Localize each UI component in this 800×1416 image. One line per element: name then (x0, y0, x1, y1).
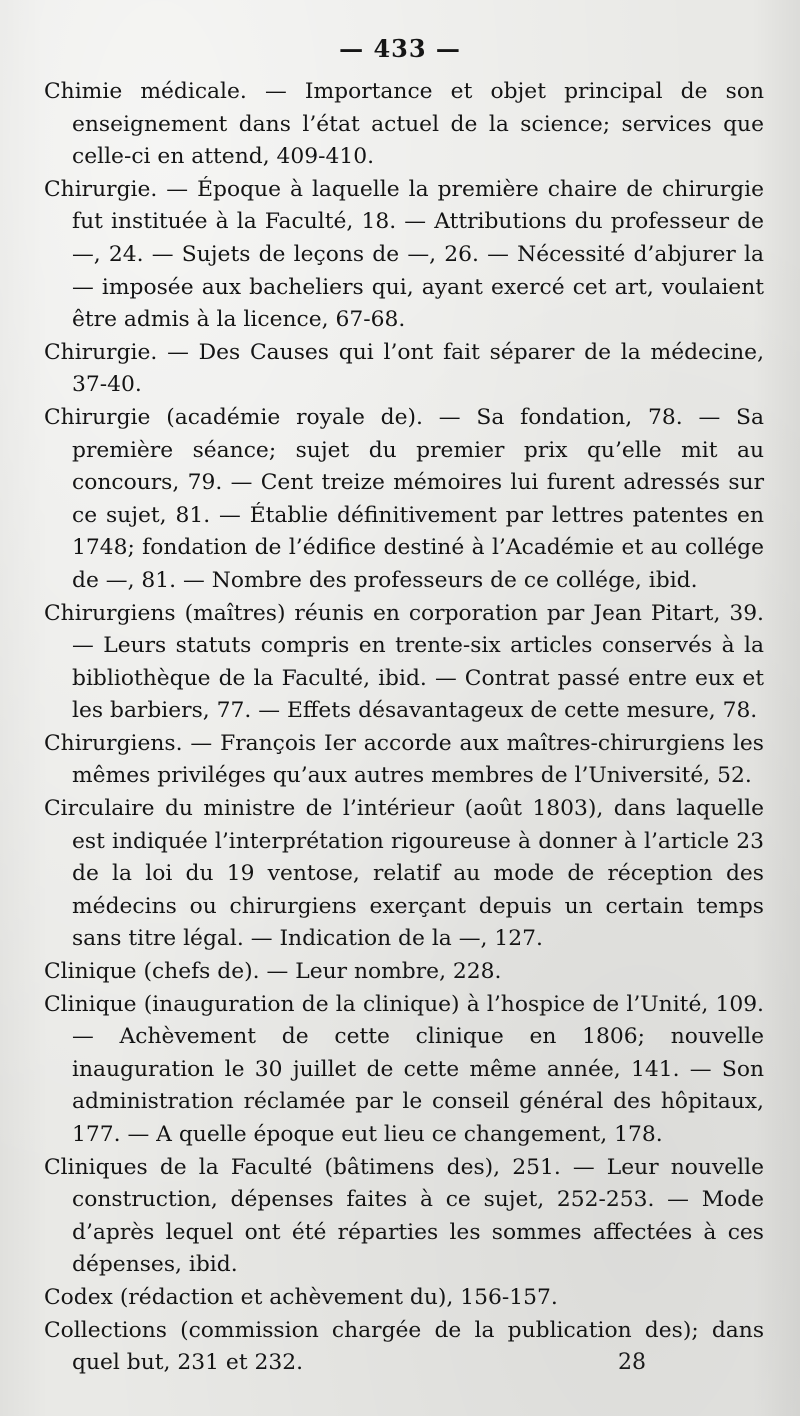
signature-mark: 28 (618, 1350, 646, 1375)
page-number: — 433 — (339, 34, 461, 63)
index-entry: Clinique (chefs de). — Leur nombre, 228. (44, 959, 502, 985)
index-entry: Chirurgie. — Époque à laquelle la première chaire de chirurgie fut instituée à la Faculté, 18. — Attributions du professeur de —, 24. — Sujets de leçons de —, 26. — Nécessité d’abjurer la — imposée aux bacheliers qui, ayant exercé cet art, voulaient être admis à la licence, 67-68. (44, 176, 764, 333)
index-entry: Chirurgie (académie royale de). — Sa fondation, 78. — Sa première séance; sujet du premier prix qu’elle mit au concours, 79. — Cent treize mémoires lui furent adressés sur ce sujet, 81. — Établie définitivement par lettres patentes en 1748; fondation de l’édifice destiné à l’Académie et au collége de —, 81. — Nombre des professeurs de ce collége, ibid. (44, 404, 764, 593)
index-entry: Circulaire du ministre de l’intérieur (août 1803), dans laquelle est indiquée l’interprétation rigoureuse à donner à l’article 23 de la loi du 19 ventose, relatif au mode de réception des médecins ou chirurgiens exerçant depuis un certain temps sans titre légal. — Indication de la —, 127. (44, 796, 764, 952)
index-entry: Chirurgiens (maîtres) réunis en corporation par Jean Pitart, 39. — Leurs statuts compris en trente-six articles conservés à la bibliothèque de la Faculté, ibid. — Contrat passé entre eux et les barbiers, 77. — Effets désavantageux de cette mesure, 78. (44, 600, 764, 724)
index-entry: Collections (commission chargée de la publication des); dans quel but, 231 et 232. (44, 1317, 764, 1376)
index-entry: Chirurgiens. — François Ier accorde aux maîtres-chirurgiens les mêmes priviléges qu’aux autres membres de l’Université, 52. (44, 730, 764, 789)
index-entry: Codex (rédaction et achèvement du), 156-157. (44, 1284, 558, 1310)
index-entry: Chirurgie. — Des Causes qui l’ont fait séparer de la médecine, 37-40. (44, 339, 764, 398)
index-entry: Clinique (inauguration de la clinique) à l’hospice de l’Unité, 109. — Achèvement de cette clinique en 1806; nouvelle inauguration le 30 juillet de cette même année, 141. — Son administration réclamée par le conseil général des hôpitaux, 177. — A quelle époque eut lieu ce changement, 178. (44, 991, 764, 1147)
index-entry: Chimie médicale. — Importance et objet principal de son enseignement dans l’état actuel de la science; services que celle-ci en attend, 409-410. (44, 79, 764, 170)
index-entries (44, 76, 764, 1380)
index-entry: Cliniques de la Faculté (bâtimens des), 251. — Leur nouvelle construction, dépenses faites à ce sujet, 252-253. — Mode d’après lequel ont été réparties les sommes affectées à ces dépenses, ibid. (44, 1154, 764, 1278)
